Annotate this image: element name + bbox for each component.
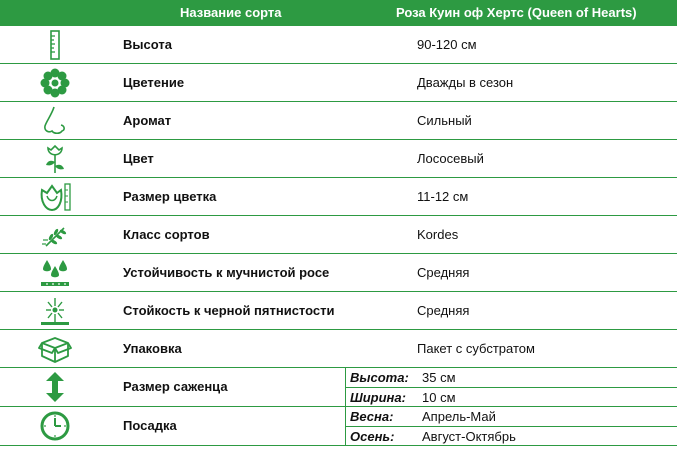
table-row-flower-size	[0, 178, 677, 216]
row-value: Лососевый	[417, 151, 484, 166]
table-row-class	[0, 216, 677, 254]
box-icon	[36, 333, 74, 364]
table-row-planting	[0, 407, 677, 446]
clock-icon	[36, 410, 74, 441]
rose-icon	[36, 143, 74, 174]
table-row-blackspot	[0, 292, 677, 330]
sub-value: 35 см	[422, 370, 456, 385]
row-label: Размер саженца	[123, 379, 228, 394]
table-header	[0, 0, 677, 26]
nose-icon	[36, 105, 74, 136]
row-value: Kordes	[417, 227, 459, 242]
seedling-width	[345, 388, 677, 407]
row-label: Высота	[123, 37, 172, 52]
planting-autumn	[345, 427, 677, 446]
row-label: Цветение	[123, 75, 185, 90]
sub-value: Апрель-Май	[422, 409, 496, 424]
row-label: Аромат	[123, 113, 172, 128]
planting-spring	[345, 407, 677, 426]
spots-icon	[36, 295, 74, 326]
row-label: Посадка	[123, 418, 177, 433]
table-row-aroma	[0, 102, 677, 140]
drops-icon	[36, 257, 74, 288]
ruler-icon	[36, 29, 74, 60]
sub-key: Высота:	[350, 370, 409, 385]
table-row-color	[0, 140, 677, 178]
row-label: Устойчивость к мучнистой росе	[123, 265, 330, 280]
row-value: 90-120 см	[417, 37, 477, 52]
row-label: Размер цветка	[123, 189, 217, 204]
table-row-height	[0, 26, 677, 64]
updown-arrow-icon	[36, 371, 74, 402]
table-row-bloom	[0, 64, 677, 102]
sub-key: Осень:	[350, 429, 395, 444]
header-variety-name: Роза Куин оф Хертс (Queen of Hearts)	[396, 5, 637, 20]
row-label: Упаковка	[123, 341, 182, 356]
sub-value: Август-Октябрь	[422, 429, 516, 444]
seedling-height	[345, 368, 677, 387]
flower-icon	[36, 67, 74, 98]
row-value: Дважды в сезон	[417, 75, 514, 90]
branch-icon	[36, 219, 74, 250]
row-label: Стойкость к черной пятнистости	[123, 303, 335, 318]
sub-key: Весна:	[350, 409, 394, 424]
row-value: Средняя	[417, 265, 470, 280]
row-value: Пакет с субстратом	[417, 341, 535, 356]
rose-size-icon	[36, 181, 74, 212]
table-row-seedling-size	[0, 368, 677, 407]
table-row-mildew	[0, 254, 677, 292]
row-value: Средняя	[417, 303, 470, 318]
table-row-packaging	[0, 330, 677, 368]
sub-key: Ширина:	[350, 390, 406, 405]
header-variety-label: Название сорта	[180, 5, 282, 20]
sub-value: 10 см	[422, 390, 456, 405]
row-value: Сильный	[417, 113, 472, 128]
row-label: Цвет	[123, 151, 154, 166]
row-value: 11-12 см	[417, 189, 469, 204]
row-label: Класс сортов	[123, 227, 210, 242]
